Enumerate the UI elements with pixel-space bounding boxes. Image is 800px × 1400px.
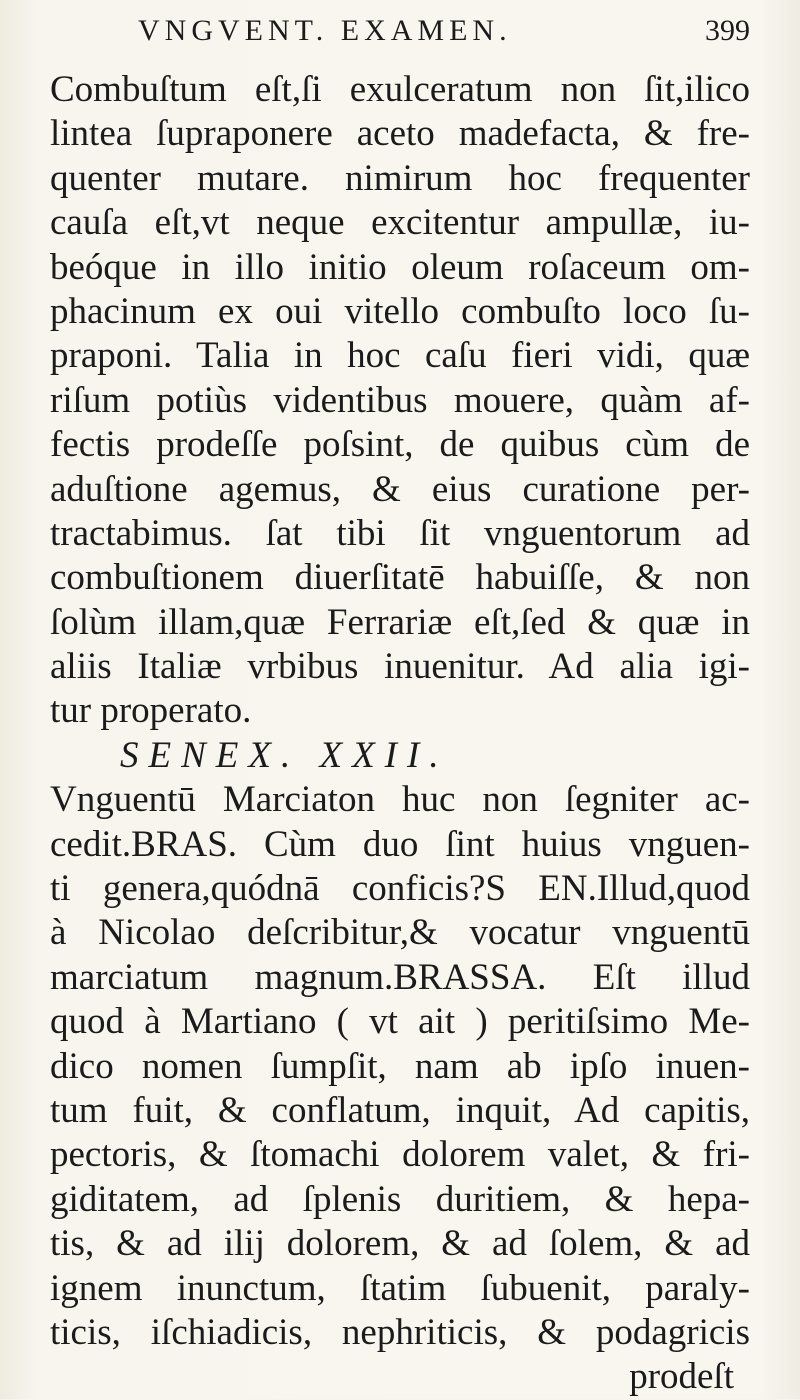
text-line: fectis prodeſſe poſsint, de quibus cùm de bbox=[50, 424, 750, 466]
text-line: cauſa eſt,vt neque excitentur ampullæ, iu- bbox=[50, 202, 750, 244]
text-line: ti genera,quódnā conficis?S EN.Illud,quod bbox=[50, 868, 750, 910]
text-line: lintea ſupraponere aceto madefacta, & fre- bbox=[50, 113, 750, 155]
text-line: praponi. Talia in hoc caſu fieri vidi, quæ bbox=[50, 335, 750, 377]
text-line: beóque in illo initio oleum roſaceum om- bbox=[50, 246, 750, 288]
text-line: à Nicolao deſcribitur,& vocatur vnguentū bbox=[50, 912, 750, 954]
page-header bbox=[138, 14, 750, 64]
text-line: Combuſtum eſt,ſi exulceratum non ſit,ilico bbox=[50, 69, 750, 110]
text-line: ticis, iſchiadicis, nephriticis, & podagricis bbox=[50, 1311, 750, 1353]
text-line: tum fuit, & conflatum, inquit, Ad capitis, bbox=[50, 1089, 750, 1131]
text-line: phacinum ex oui vitello combuſto loco ſu- bbox=[50, 290, 750, 332]
text-line: giditatem, ad ſplenis duritiem, & hepa- bbox=[50, 1178, 750, 1220]
text-line: aliis Italiæ vrbibus inuenitur. Ad alia igi- bbox=[50, 646, 750, 688]
running-head: VNGVENT. EXAMEN. bbox=[138, 14, 512, 47]
text-line: tis, & ad ilij dolorem, & ad ſolem, & ad bbox=[50, 1223, 750, 1265]
text-line: tur properato. bbox=[50, 690, 252, 732]
text-line: riſum potiùs videntibus mouere, quàm af- bbox=[50, 379, 750, 421]
body-text bbox=[50, 68, 750, 1400]
text-line: quod à Martiano ( vt ait ) peritiſsimo Me- bbox=[50, 1001, 750, 1043]
text-line: ſolùm illam,quæ Ferrariæ eſt,ſed & quæ in bbox=[50, 601, 750, 643]
text-line: marciatum magnum.BRASSA. Eſt illud bbox=[50, 956, 750, 998]
catchword: prodeſt bbox=[629, 1356, 734, 1398]
text-line: ignem inunctum, ſtatim ſubuenit, paraly- bbox=[50, 1267, 750, 1309]
text-line: combuſtionem diuerſitatē habuiſſe, & non bbox=[50, 557, 750, 599]
text-line: tractabimus. ſat tibi ſit vnguentorum ad bbox=[50, 512, 750, 554]
text-line: quenter mutare. nimirum hoc frequenter bbox=[50, 157, 750, 199]
text-line: Vnguentū Marciaton huc non ſegniter ac- bbox=[50, 779, 750, 821]
text-line: pectoris, & ſtomachi dolorem valet, & fri- bbox=[50, 1134, 750, 1176]
text-line: aduſtione agemus, & eius curatione per- bbox=[50, 468, 750, 510]
section-heading: SENEX. XXII. bbox=[120, 734, 449, 776]
text-line: cedit.BRAS. Cùm duo ſint huius vnguen- bbox=[50, 823, 750, 865]
page-number: 399 bbox=[705, 14, 750, 47]
text-line: dico nomen ſumpſit, nam ab ipſo inuen- bbox=[50, 1045, 750, 1087]
